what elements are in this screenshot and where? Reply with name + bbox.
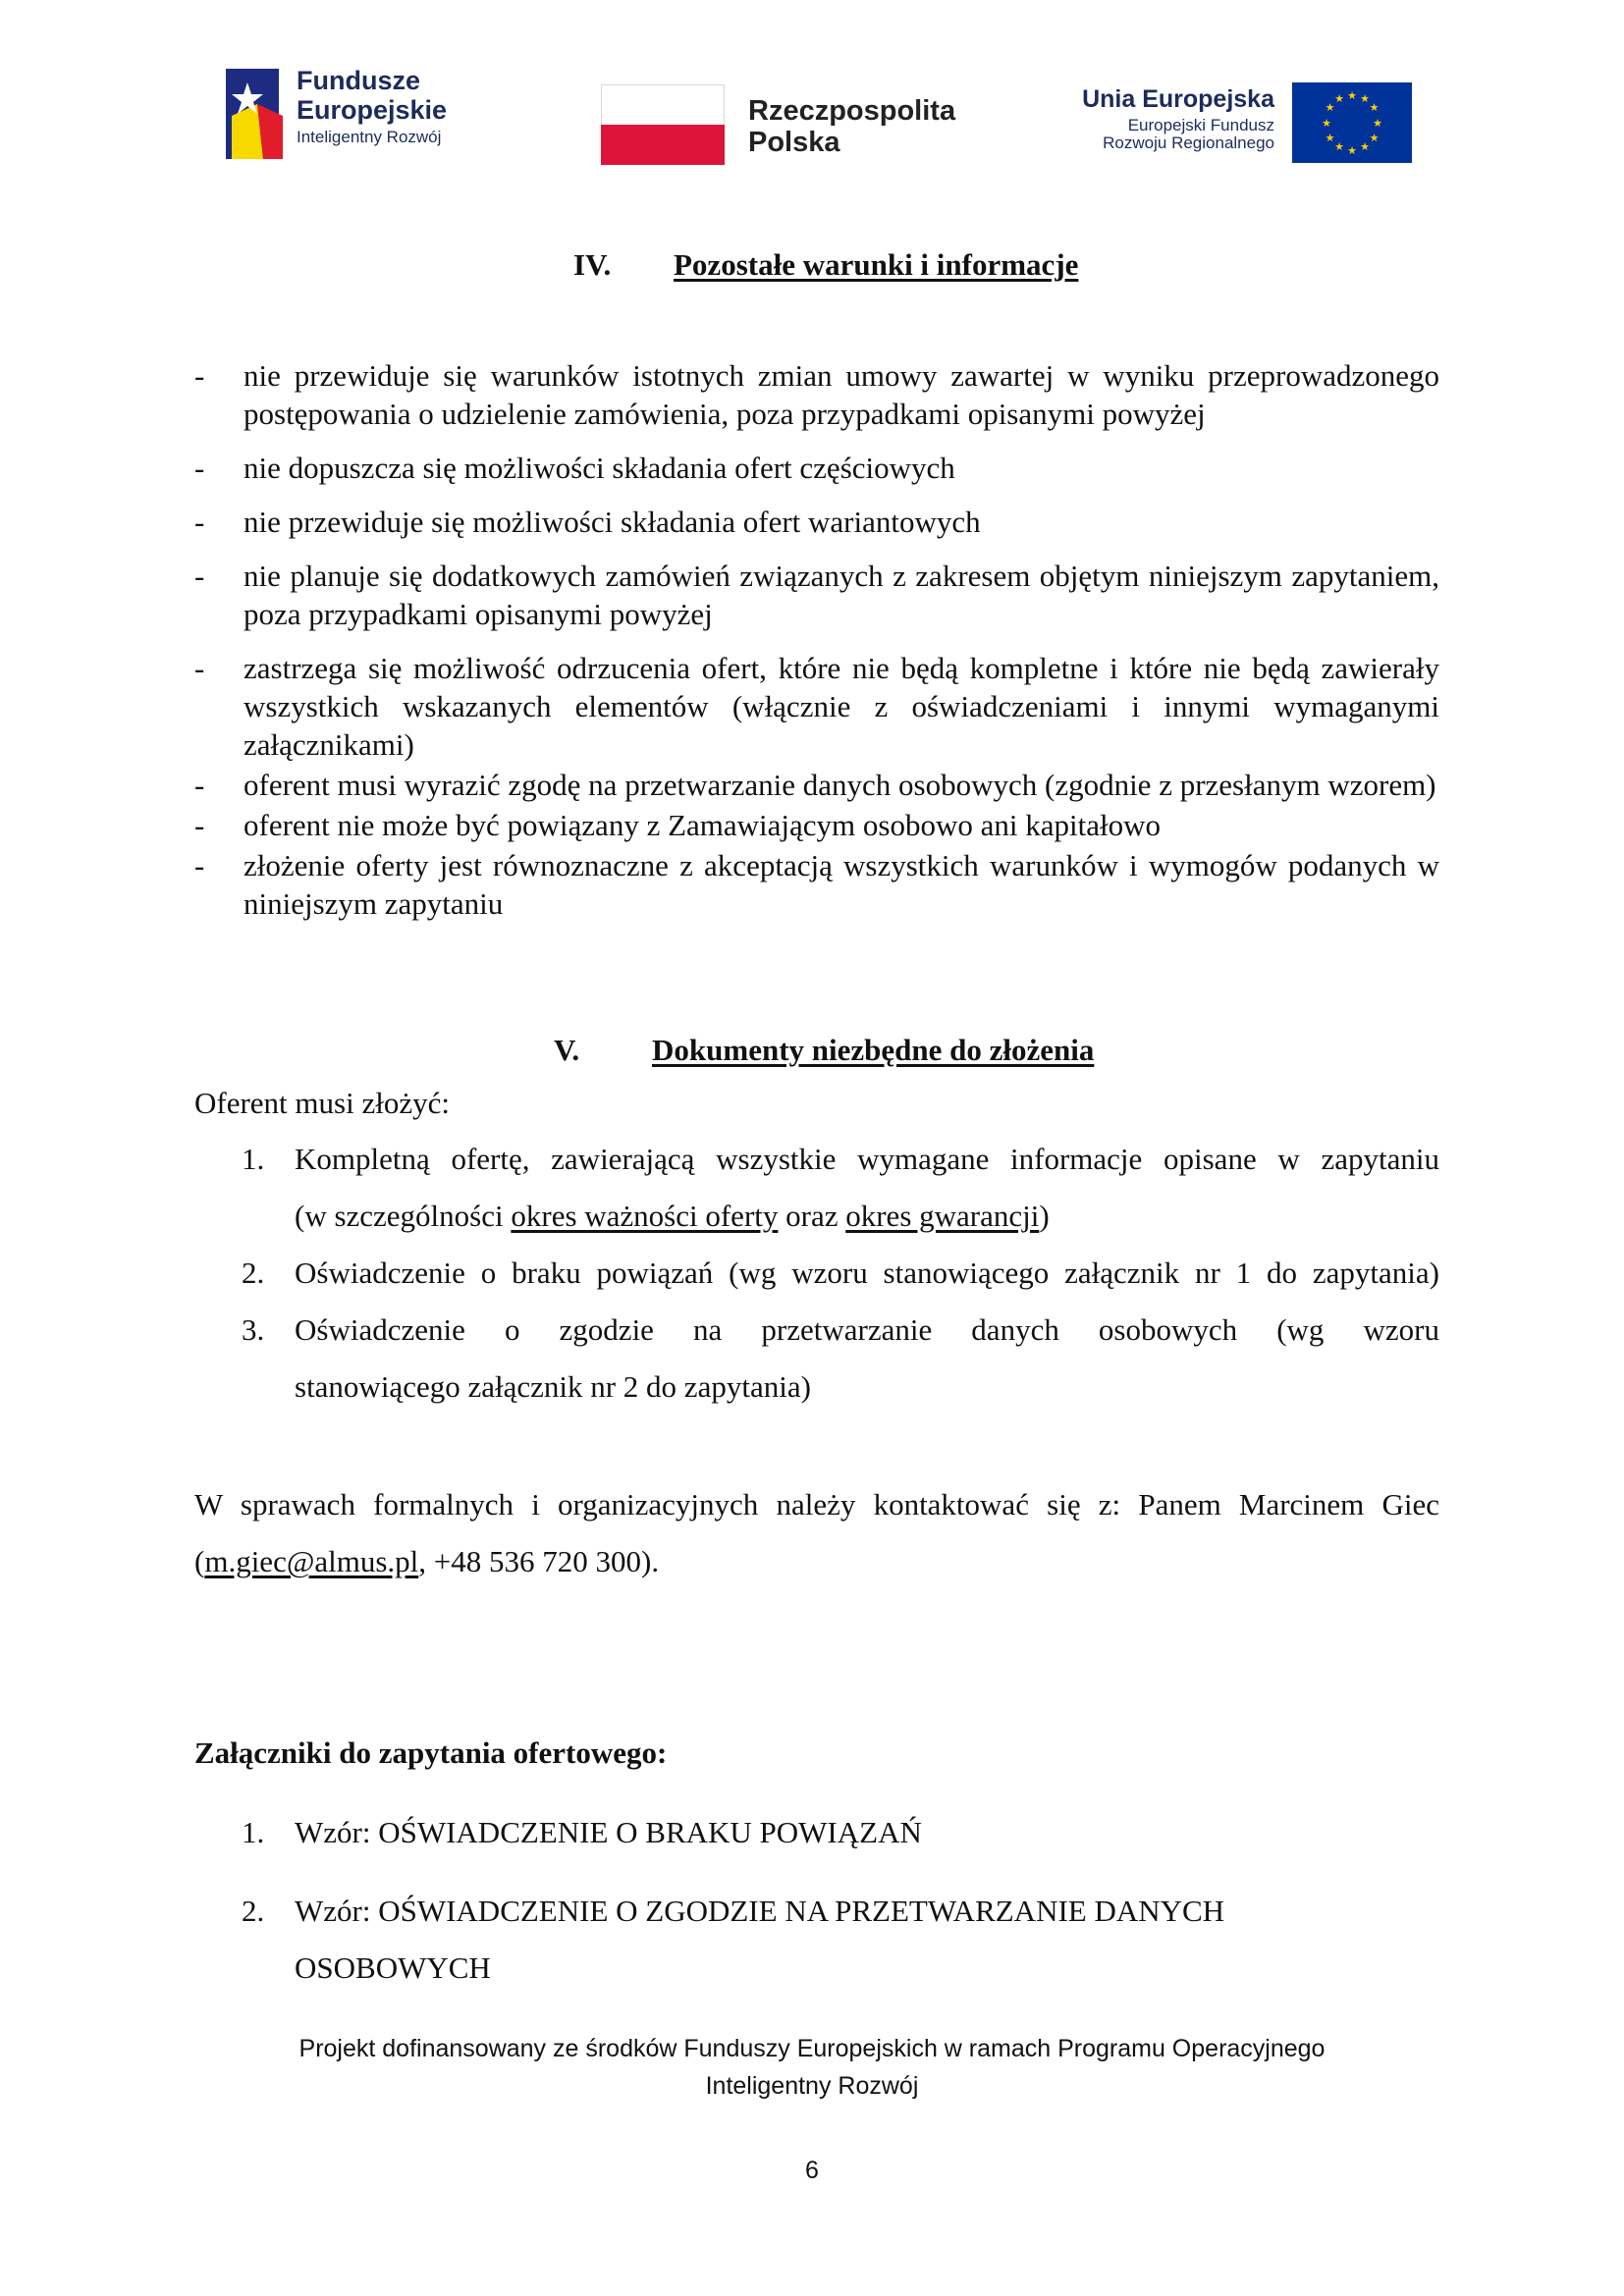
ue-line3: Rozwoju Regionalnego: [1103, 133, 1274, 153]
ue-line1: Unia Europejska: [1082, 85, 1274, 113]
list-item: [194, 806, 1439, 844]
svg-text:★: ★: [1334, 140, 1344, 153]
list-item-text: złożenie oferty jest równoznaczne z akceptacją wszystkich warunków i wymogów podanych w niniejszym zapytaniu: [244, 848, 1439, 921]
attachments-list: [242, 1804, 1439, 1997]
list-item-text: zastrzega się możliwość odrzucenia ofert, które nie będą kompletne i które nie będą zawierały wszystkich wskazanych elementów (włącznie z oświadczeniami i innymi wymaganymi załącznikami): [244, 651, 1439, 762]
logo-unia-europejska: [1058, 80, 1422, 169]
list-item: [194, 503, 1439, 541]
section-4-list: [194, 356, 1439, 923]
svg-text:★: ★: [1325, 132, 1335, 144]
list-item-line: Wzór: OŚWIADCZENIE O BRAKU POWIĄZAŃ: [295, 1815, 922, 1849]
dash-marker: -: [194, 559, 205, 593]
list-item-line: Kompletną ofertę, zawierającą wszystkie wymagane informacje opisane w zapytaniu: [295, 1142, 1439, 1176]
eu-flag-icon: [1292, 82, 1412, 163]
section-5-intro: Oferent musi złożyć:: [194, 1086, 450, 1120]
svg-text:★: ★: [1347, 89, 1357, 102]
list-number: 2.: [242, 1894, 265, 1928]
list-item-text: oferent musi wyrazić zgodę na przetwarzanie danych osobowych (zgodnie z przesłanym wzorem): [244, 768, 1436, 802]
list-number: 1.: [242, 1815, 265, 1849]
dash-marker: -: [194, 651, 205, 685]
list-item-text: nie przewiduje się warunków istotnych zmian umowy zawartej w wyniku przeprowadzonego postępowania o udzielenie zamówienia, poza przypadkami opisanymi powyżej: [244, 358, 1439, 431]
dash-marker: -: [194, 848, 205, 882]
rp-line1: Rzeczpospolita: [748, 95, 956, 127]
list-item-text: oferent nie może być powiązany z Zamawiającym osobowo ani kapitałowo: [244, 808, 1161, 842]
text-part: oraz: [778, 1199, 846, 1233]
section-4-number: IV.: [573, 247, 612, 282]
fe-emblem-icon: [218, 65, 287, 163]
list-item-line: Oświadczenie o zgodzie na przetwarzanie danych osobowych (wg wzoru: [295, 1312, 1439, 1347]
text-part: (: [194, 1544, 205, 1578]
svg-text:★: ★: [1369, 101, 1380, 114]
list-item: [242, 1302, 1439, 1415]
page-footer: [0, 2030, 1624, 2105]
list-item: [194, 557, 1439, 633]
list-item-line: Wzór: OŚWIADCZENIE O ZGODZIE NA PRZETWARZANIE DANYCH: [295, 1894, 1225, 1928]
text-part: , +48 536 720 300).: [418, 1544, 660, 1578]
list-item: [242, 1883, 1439, 1997]
list-item: [194, 846, 1439, 923]
polish-flag-icon: [601, 84, 725, 165]
list-item: [194, 649, 1439, 764]
list-item-line: OSOBOWYCH: [295, 1950, 491, 1985]
section-5-number: V.: [554, 1033, 580, 1067]
svg-text:★: ★: [1325, 101, 1335, 114]
list-item-line: [295, 1188, 1439, 1245]
logo-rzeczpospolita-polska: [601, 84, 974, 167]
footer-line: Projekt dofinansowany ze środków Funduszy Europejskich w ramach Programu Operacyjnego: [298, 2035, 1326, 2062]
email-link[interactable]: m.giec@almus.pl: [204, 1544, 419, 1578]
list-item: [242, 1131, 1439, 1245]
svg-text:★: ★: [1347, 144, 1357, 157]
dash-marker: -: [194, 808, 205, 842]
list-item-text: nie planuje się dodatkowych zamówień związanych z zakresem objętym niniejszym zapytaniem, poza przypadkami opisanymi powyżej: [244, 559, 1439, 631]
dash-marker: -: [194, 768, 205, 802]
dash-marker: -: [194, 451, 205, 485]
list-item-text: nie przewiduje się możliwości składania ofert wariantowych: [244, 505, 981, 539]
logo-fundusze-europejskie: [218, 61, 513, 169]
text-part: ): [1039, 1199, 1050, 1233]
svg-text:★: ★: [1373, 117, 1382, 130]
dash-marker: -: [194, 505, 205, 539]
list-item: [194, 766, 1439, 804]
list-item: [194, 449, 1439, 487]
list-item: [194, 356, 1439, 433]
footer-line: Inteligentny Rozwój: [705, 2072, 919, 2100]
svg-text:★: ★: [1334, 92, 1344, 105]
section-4-title: Pozostałe warunki i informacje: [674, 247, 1079, 282]
list-item-line: Oświadczenie o braku powiązań (wg wzoru stanowiącego załącznik nr 1 do zapytania): [295, 1255, 1439, 1290]
list-item-line: stanowiącego załącznik nr 2 do zapytania): [295, 1369, 811, 1404]
contact-line: [194, 1533, 1439, 1590]
list-number: 2.: [242, 1255, 265, 1290]
text-part: (w szczególności: [295, 1199, 512, 1233]
list-item: [242, 1804, 1439, 1861]
attachments-heading: Załączniki do zapytania ofertowego:: [194, 1735, 668, 1770]
svg-text:★: ★: [1360, 140, 1370, 153]
list-item-text: nie dopuszcza się możliwości składania ofert częściowych: [244, 451, 955, 485]
ue-line2: Europejski Fundusz: [1127, 115, 1274, 134]
underlined-term: okres gwarancji: [845, 1199, 1040, 1233]
section-5-list: [242, 1131, 1439, 1415]
dash-marker: -: [194, 358, 205, 393]
section-5-title: Dokumenty niezbędne do złożenia: [652, 1033, 1095, 1067]
svg-text:★: ★: [1369, 132, 1380, 144]
underlined-term: okres ważności oferty: [511, 1199, 779, 1233]
page-number: 6: [805, 2157, 819, 2184]
contact-line: W sprawach formalnych i organizacyjnych należy kontaktować się z: Panem Marcinem Giec: [194, 1487, 1439, 1522]
list-item: [242, 1245, 1439, 1302]
header-logos: [0, 0, 1624, 226]
list-number: 3.: [242, 1312, 265, 1347]
section-5-heading: [554, 1033, 1094, 1068]
contact-paragraph: [194, 1476, 1439, 1590]
fe-line3: Inteligentny Rozwój: [297, 128, 442, 147]
list-number: 1.: [242, 1142, 265, 1176]
fe-line1: Fundusze: [297, 66, 420, 95]
rp-line2: Polska: [748, 126, 840, 158]
section-4-heading: [573, 247, 1078, 283]
svg-text:★: ★: [1322, 117, 1331, 130]
svg-text:★: ★: [1360, 92, 1370, 105]
fe-line2: Europejskie: [297, 94, 448, 125]
